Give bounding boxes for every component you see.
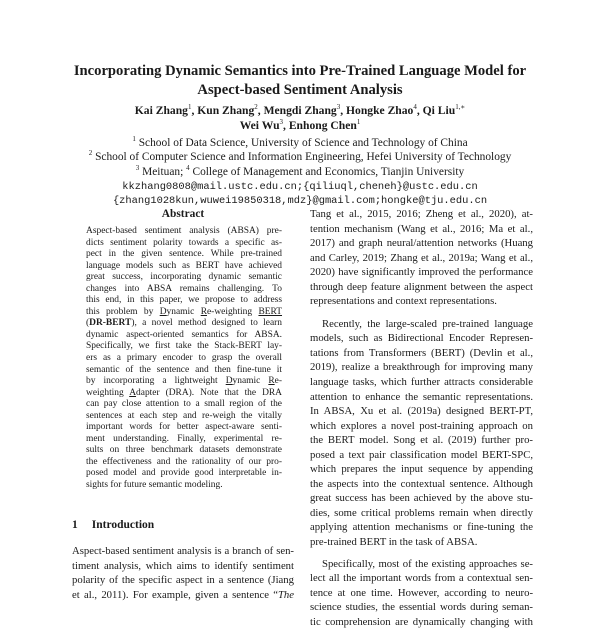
author-sup: 2	[254, 103, 258, 111]
author-name: Enhong Chen	[288, 119, 357, 132]
text-run: A	[129, 387, 137, 398]
text-run: (	[86, 318, 90, 329]
abstract-line	[86, 388, 282, 400]
body-line: which prepares the input sequence by appending	[310, 463, 533, 476]
text-run: D	[225, 376, 233, 387]
text-run: R	[200, 306, 207, 317]
text-run: weighting	[86, 387, 130, 398]
body-line: pre-trained BERT in the task of ABSA.	[310, 536, 478, 549]
affiliation-2	[20, 150, 580, 164]
author-name: Qi Liu	[422, 104, 456, 117]
abstract-line: semantic of the sentence and then fine-tune it	[86, 364, 282, 375]
author-name: Mengdi Zhang	[263, 104, 337, 117]
abstract-line: important words for better aspect-aware senti-	[86, 422, 282, 433]
body-line: models, such as Bidirectional Encoder Represen-	[310, 332, 533, 345]
body-line: polarity of the specific aspect in a sentence (Jiang	[72, 574, 294, 586]
abstract-line: dynamic aspect-oriented semantics for ABSA.	[86, 329, 282, 340]
abstract-line: posed model and provide good interpretable in-	[86, 468, 282, 479]
body-line: and Carley, 2019; Zhang et al., 2019a; Wang et al.,	[310, 251, 533, 264]
author-sup: 3	[336, 103, 341, 111]
affiliation-3	[20, 165, 580, 179]
abstract-body	[86, 226, 282, 492]
body-line: applying attention mechanisms or fine-tuning the	[310, 521, 533, 534]
affiliations	[20, 136, 580, 179]
affil-sup: 1	[132, 135, 136, 143]
body-line: 2017) and graph neural/attention networks (Huang	[310, 237, 533, 250]
text-run: D	[159, 306, 167, 317]
text-run: ynamic	[232, 376, 269, 387]
text-run: this problem by	[86, 306, 160, 317]
author-name: Wei Wu	[239, 119, 280, 132]
body-line: 2019), realize a breakthrough for improving many	[310, 361, 533, 374]
text-run: dapter (DRA). Note that the DRA	[136, 387, 282, 398]
body-line: through deep feature alignment between the aspect	[310, 280, 533, 293]
body-line: tations from Transformers (BERT) (Devlin et al.,	[310, 346, 533, 359]
author-list	[40, 103, 560, 133]
abstract-line: this end, in this paper, we propose to address	[86, 295, 282, 306]
body-line: Tang et al., 2015, 2016; Zheng et al., 2020), at-	[310, 208, 533, 220]
title-line-1: Incorporating Dynamic Semantics into Pre-Trained Language Model for	[73, 63, 527, 79]
author-sup: 1	[356, 118, 361, 126]
text-run: e-weighting	[206, 306, 259, 317]
affil-sup: 4	[186, 163, 190, 172]
abstract-line: great success, incorporating dynamic semantic	[86, 272, 282, 283]
text-run: ynamic	[166, 306, 201, 317]
body-line: the BERT model. Song et al. (2019) further pro-	[310, 434, 533, 447]
body-line: tic comprehension are dynamically changing with	[310, 615, 533, 628]
paper-title	[40, 62, 560, 100]
section-number: 1	[72, 519, 78, 531]
abstract-line: can pay close attention to a small region of the	[86, 399, 282, 410]
text-run: The	[277, 588, 294, 601]
abstract-line: pect in the given sentence. While pre-trained	[86, 249, 282, 260]
abstract-line: the effectiveness and the rationality of our pro-	[86, 456, 282, 467]
abstract-line: Specifically, we first take the Stack-BERT lay-	[86, 341, 282, 352]
affil-text: School of Computer Science and Information Engineering, Hefei University of Technology	[95, 151, 512, 164]
body-line: Specifically, most of the existing approaches se-	[322, 557, 533, 570]
abstract-line: changes into ABSA remains challenging. To	[86, 283, 282, 294]
author-sup: 3	[279, 118, 284, 126]
body-line: language tasks, which further attracts considerable	[310, 376, 533, 389]
section-heading	[72, 519, 168, 531]
body-line: which explores a novel post-training approach on	[310, 419, 533, 432]
body-line: the aspects into the contextual sentence. Although	[310, 477, 533, 490]
abstract-line: sights for future semantic modeling.	[86, 480, 223, 491]
body-line: tention mechanism (Wang et al., 2016; Ma et al.,	[310, 222, 533, 235]
model-name: DR-BERT	[89, 318, 132, 329]
body-line: dies, some critical problems remain when directly	[310, 506, 533, 519]
author-sup: 1,∗	[455, 103, 466, 111]
abstract-line	[86, 318, 282, 330]
affil-text: School of Data Science, University of Science and Technology of China	[138, 137, 468, 149]
body-line: tence at one time. However, according to neuro-	[310, 586, 533, 599]
author-name: Kai Zhang	[134, 104, 188, 117]
body-line: posed a text pair classification model BERT-SPC,	[310, 448, 533, 461]
text-run: e-	[274, 376, 282, 387]
body-line: 2020) have significantly improved the performance	[310, 266, 533, 279]
author-sup: 1	[187, 103, 192, 111]
text-run: R	[268, 376, 275, 387]
body-line: representations and context representations.	[310, 295, 497, 308]
abstract-line: language models such as BERT have achieved	[86, 260, 282, 271]
title-line-2: Aspect-based Sentiment Analysis	[197, 82, 403, 98]
section-title: Introduction	[91, 519, 155, 531]
affil-sup: 3	[135, 163, 140, 172]
author-name: Hongke Zhao	[346, 104, 414, 117]
email-line-1: kkzhang0808@mail.ustc.edu.cn;{qiliuql,cheneh}@ustc.edu.cn	[122, 181, 478, 193]
text-run: ), a novel method designed to learn	[131, 318, 282, 329]
abstract-heading: Abstract	[161, 208, 205, 220]
body-line: Recently, the large-scaled pre-trained language	[322, 317, 533, 330]
affil-text: Meituan;	[142, 165, 184, 178]
author-line-1: Kai Zhang$^1$, Kun Zhang$^2$, Mengdi Zhang$^3$, Hongke Zhao$^4$, Qi Liu$^{1,∗}$	[134, 103, 466, 117]
left-column-body	[72, 544, 294, 602]
abstract-line	[86, 376, 282, 388]
author-name: Kun Zhang	[197, 104, 255, 117]
abstract-line: Aspect-based sentiment analysis (ABSA) pre-	[86, 226, 282, 236]
abstract-line: sults on three benchmark datasets demonstrate	[86, 445, 282, 456]
text-run: BERT	[258, 306, 283, 317]
affil-sup: 2	[88, 149, 93, 158]
abstract-line: sentences at each step and re-weigh the vitally	[86, 410, 282, 421]
abstract-line: ment understanding. Finally, experimental re-	[86, 433, 282, 444]
affiliation-1	[20, 136, 580, 150]
email-block	[20, 180, 580, 209]
author-line-2: Wei Wu$^3$, Enhong Chen$^1$	[239, 118, 361, 132]
affil-text: College of Management and Economics, Tianjin University	[192, 165, 465, 178]
body-line: timent analysis, which aims to identify sentiment	[72, 559, 294, 572]
body-line: In ABSA, Xu et al. (2019a) designed BERT-PT,	[310, 405, 533, 418]
body-line: great success has been achieved by the above stu-	[310, 492, 533, 505]
abstract-line: dicts sentiment polarity towards a specific as-	[86, 237, 282, 248]
abstract-line: ers as a primary encoder to grasp the overall	[86, 353, 282, 364]
text-run: et al., 2011). For example, given a sentence “	[72, 588, 278, 601]
author-sup: 4	[413, 103, 417, 111]
body-line: attention to enhance the semantic representations.	[310, 390, 533, 403]
body-line: Aspect-based sentiment analysis is a branch of sen-	[72, 545, 294, 557]
body-line: science studies, the essential words during seman-	[310, 601, 533, 614]
body-line: lect all the important words from a contextual sen-	[310, 572, 533, 585]
email-line-2: {zhang1028kun,wuwei19850318,mdz}@gmail.com;hongke@tju.edu.cn	[112, 195, 488, 208]
abstract-line	[86, 307, 282, 319]
right-column-body	[310, 207, 533, 629]
text-run: by incorporating a lightweight	[86, 376, 226, 387]
